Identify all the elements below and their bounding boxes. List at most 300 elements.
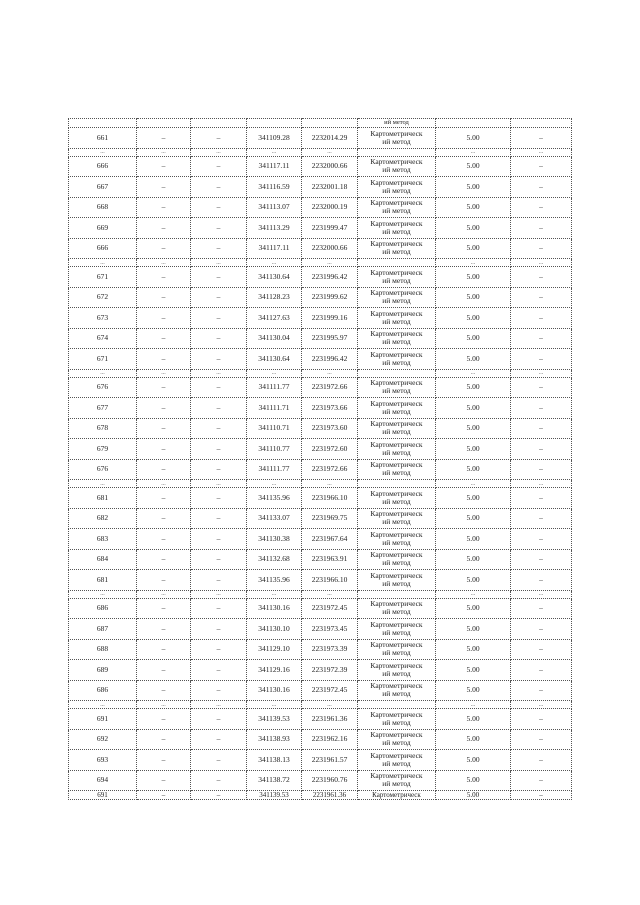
gap-cell: ...	[511, 259, 572, 267]
gap-cell: ...	[511, 480, 572, 488]
accuracy-cell: 5.00	[436, 156, 511, 177]
x-coordinate-cell: 341130.16	[247, 680, 302, 701]
col3-cell: –	[191, 349, 247, 370]
gap-cell: ...	[302, 259, 358, 267]
table-row	[69, 529, 572, 550]
point-number-cell: 676	[69, 377, 137, 398]
method-line-1: Картометрическ	[370, 218, 423, 228]
col8-cell: –	[511, 308, 572, 329]
method-cell	[358, 267, 436, 288]
method-line-1: Картометрическ	[370, 529, 423, 539]
y-coordinate-cell: 2232014.29	[302, 128, 358, 149]
gap-cell: ...	[511, 369, 572, 377]
method-line-2: ий метод	[382, 468, 411, 478]
gap-cell: ...	[191, 259, 247, 267]
method-line-1: Картометрическ	[370, 771, 423, 781]
method-line-1: Картометрическ	[370, 308, 423, 318]
table-row	[69, 729, 572, 750]
method-cell	[358, 128, 436, 149]
col3-cell: –	[191, 218, 247, 239]
col2-cell: –	[137, 418, 191, 439]
col3-cell: –	[191, 598, 247, 619]
table-row	[69, 398, 572, 419]
x-coordinate-cell: 341130.10	[247, 619, 302, 640]
point-number-cell: 687	[69, 619, 137, 640]
method-line-2: ий метод	[382, 627, 411, 637]
x-coordinate-cell: 341130.38	[247, 529, 302, 550]
method-line-1: Картометрическ	[370, 267, 423, 277]
point-number-cell: 674	[69, 328, 137, 349]
gap-cell: ...	[436, 480, 511, 488]
table-row	[69, 197, 572, 218]
method-cell	[358, 488, 436, 509]
accuracy-cell: 5.00	[436, 598, 511, 619]
col3-cell: –	[191, 398, 247, 419]
col3-cell: –	[191, 128, 247, 149]
table-row-gap	[69, 480, 572, 488]
col8-cell: –	[511, 729, 572, 750]
col2-cell: –	[137, 709, 191, 730]
point-number-cell: 684	[69, 549, 137, 570]
col2-cell: –	[137, 377, 191, 398]
x-coordinate-cell: 341135.96	[247, 488, 302, 509]
col3-cell: –	[191, 660, 247, 681]
accuracy-cell: 5.00	[436, 197, 511, 218]
col8-cell: –	[511, 680, 572, 701]
table-row	[69, 549, 572, 570]
table-row	[69, 308, 572, 329]
col3-cell: –	[191, 156, 247, 177]
accuracy-cell: 5.00	[436, 639, 511, 660]
table-row	[69, 488, 572, 509]
method-line-1: Картометрическ	[370, 288, 423, 298]
table-row	[69, 709, 572, 730]
x-coordinate-cell: 341129.16	[247, 660, 302, 681]
method-line-2: ий метод	[382, 607, 411, 617]
col8-cell: –	[511, 238, 572, 259]
col3-cell: –	[191, 418, 247, 439]
method-line-2: ий метод	[382, 185, 411, 195]
y-coordinate-cell: 2231961.36	[302, 709, 358, 730]
method-line-1: Картометрическ	[370, 439, 423, 449]
col2-cell: –	[137, 218, 191, 239]
gap-cell: ...	[191, 148, 247, 156]
method-line-1: Картометрическ	[370, 570, 423, 580]
method-line-2: ий метод	[382, 447, 411, 457]
accuracy-cell: 5.00	[436, 680, 511, 701]
gap-cell: ...	[69, 590, 137, 598]
col8-cell: –	[511, 709, 572, 730]
col2-cell: –	[137, 549, 191, 570]
col2-cell: –	[137, 459, 191, 480]
x-coordinate-cell: 341138.13	[247, 750, 302, 771]
method-line-1: Картометрическ	[370, 128, 423, 138]
method-cell	[358, 529, 436, 550]
gap-cell: ...	[302, 590, 358, 598]
col8-cell: –	[511, 197, 572, 218]
x-coordinate-cell: 341111.77	[247, 377, 302, 398]
col8-cell: –	[511, 639, 572, 660]
accuracy-cell: 5.00	[436, 349, 511, 370]
col8-cell: –	[511, 488, 572, 509]
point-number-cell: 666	[69, 156, 137, 177]
y-coordinate-cell: 2232000.66	[302, 238, 358, 259]
accuracy-cell: 5.00	[436, 770, 511, 791]
gap-cell: ...	[247, 369, 302, 377]
method-cell	[358, 308, 436, 329]
col8-cell: –	[511, 177, 572, 198]
method-line-1: Картометрическ	[370, 640, 423, 650]
col2-cell: –	[137, 750, 191, 771]
method-line-2: ий метод	[382, 357, 411, 367]
gap-cell: ...	[511, 148, 572, 156]
point-number-cell: 676	[69, 459, 137, 480]
method-cell	[358, 177, 436, 198]
accuracy-cell: 5.00	[436, 398, 511, 419]
col2-cell: –	[137, 570, 191, 591]
accuracy-cell: 5.00	[436, 508, 511, 529]
method-line-2: ий метод	[382, 337, 411, 347]
x-coordinate-cell: 341110.77	[247, 439, 302, 460]
x-coordinate-cell: 341113.29	[247, 218, 302, 239]
col8-cell: –	[511, 377, 572, 398]
point-number-cell: 677	[69, 398, 137, 419]
x-coordinate-cell: 341130.64	[247, 349, 302, 370]
col8-cell: –	[511, 218, 572, 239]
col3-cell: –	[191, 197, 247, 218]
gap-cell: ...	[137, 148, 191, 156]
gap-cell	[358, 701, 436, 709]
table-row	[69, 156, 572, 177]
method-line-2: ий метод	[382, 427, 411, 437]
method-line-1: Картометрическ	[370, 460, 423, 470]
point-number-cell: 682	[69, 508, 137, 529]
method-cell	[358, 377, 436, 398]
col2-cell: –	[137, 619, 191, 640]
y-coordinate-cell: 2231972.66	[302, 459, 358, 480]
table-row-gap	[69, 259, 572, 267]
col8-cell: –	[511, 791, 572, 800]
x-coordinate-cell: 341130.16	[247, 598, 302, 619]
col8-cell: –	[511, 267, 572, 288]
method-line-1: Картометрическ	[370, 509, 423, 519]
point-number-cell: 692	[69, 729, 137, 750]
table-row	[69, 570, 572, 591]
col8-cell: –	[511, 598, 572, 619]
method-line-2: ий метод	[382, 247, 411, 257]
gap-cell: ...	[436, 590, 511, 598]
table-row	[69, 750, 572, 771]
point-number-cell: 661	[69, 128, 137, 149]
col2-cell: –	[137, 287, 191, 308]
method-cell	[358, 549, 436, 570]
col2-cell: –	[137, 529, 191, 550]
y-coordinate-cell: 2231995.97	[302, 328, 358, 349]
method-line-2: ий метод	[382, 316, 411, 326]
x-coordinate-cell: 341111.77	[247, 459, 302, 480]
y-coordinate-cell: 2232001.18	[302, 177, 358, 198]
method-line-2: ий метод	[382, 648, 411, 658]
col8-cell: –	[511, 459, 572, 480]
point-number-cell: 689	[69, 660, 137, 681]
gap-cell: ...	[302, 148, 358, 156]
col8-cell: –	[511, 287, 572, 308]
table-row	[69, 619, 572, 640]
point-number-cell: 691	[69, 791, 137, 800]
col2-cell: –	[137, 197, 191, 218]
gap-cell: ...	[69, 148, 137, 156]
col2-cell: –	[137, 639, 191, 660]
method-line-2: ий метод	[382, 537, 411, 547]
method-cell	[358, 349, 436, 370]
gap-cell: ...	[69, 259, 137, 267]
table-row	[69, 218, 572, 239]
accuracy-cell: 5.00	[436, 750, 511, 771]
table-row	[69, 328, 572, 349]
y-coordinate-cell: 2231963.91	[302, 549, 358, 570]
y-coordinate-cell: 2231999.16	[302, 308, 358, 329]
col3-cell: –	[191, 619, 247, 640]
point-number-cell: 681	[69, 488, 137, 509]
col3-cell: –	[191, 287, 247, 308]
y-coordinate-cell: 2231973.39	[302, 639, 358, 660]
x-coordinate-cell: 341127.63	[247, 308, 302, 329]
col3-cell: –	[191, 680, 247, 701]
table-row	[69, 238, 572, 259]
y-coordinate-cell: 2231973.60	[302, 418, 358, 439]
table-row	[69, 128, 572, 149]
point-number-cell: 686	[69, 598, 137, 619]
method-line-2: ий метод	[382, 386, 411, 396]
accuracy-cell: 5.00	[436, 418, 511, 439]
point-number-cell: 671	[69, 349, 137, 370]
col8-cell: –	[511, 750, 572, 771]
gap-cell: ...	[137, 701, 191, 709]
col3-cell: –	[191, 439, 247, 460]
method-line-2: ий метод	[382, 296, 411, 306]
gap-cell: ...	[69, 701, 137, 709]
method-line-2: ий метод	[382, 717, 411, 727]
method-line-2: ий метод	[382, 668, 411, 678]
method-line-1: Картометрическ	[370, 550, 423, 560]
col8-cell: –	[511, 619, 572, 640]
col3-cell: –	[191, 508, 247, 529]
method-cell	[358, 680, 436, 701]
method-line-1: Картометрическ	[370, 750, 423, 760]
gap-cell: ...	[191, 369, 247, 377]
method-cell	[358, 238, 436, 259]
method-line-1: Картометрическ	[370, 419, 423, 429]
x-coordinate-cell: 341133.07	[247, 508, 302, 529]
y-coordinate-cell: 2231972.66	[302, 377, 358, 398]
method-cell: ий метод	[358, 119, 436, 128]
accuracy-cell: 5.00	[436, 377, 511, 398]
coordinates-table	[68, 118, 572, 800]
col3-cell: –	[191, 328, 247, 349]
col2-cell: –	[137, 680, 191, 701]
accuracy-cell: 5.00	[436, 328, 511, 349]
gap-cell	[358, 148, 436, 156]
accuracy-cell: 5.00	[436, 488, 511, 509]
gap-cell: ...	[69, 480, 137, 488]
method-line-1: Картометрическ	[370, 730, 423, 740]
col8-cell: –	[511, 398, 572, 419]
gap-cell: ...	[511, 590, 572, 598]
col3-cell: –	[191, 238, 247, 259]
table-row	[69, 598, 572, 619]
y-coordinate-cell: 2231973.45	[302, 619, 358, 640]
x-coordinate-cell: 341116.59	[247, 177, 302, 198]
method-line-1: Картометрическ	[370, 681, 423, 691]
method-line-1: Картометрическ	[370, 398, 423, 408]
col8-cell: –	[511, 439, 572, 460]
y-coordinate-cell: 2231960.76	[302, 770, 358, 791]
table-row	[69, 377, 572, 398]
method-line-2: ий метод	[382, 275, 411, 285]
col3-cell: –	[191, 570, 247, 591]
col8-cell: –	[511, 328, 572, 349]
gap-cell: ...	[137, 480, 191, 488]
col2-cell: –	[137, 349, 191, 370]
gap-cell: ...	[247, 148, 302, 156]
method-cell	[358, 750, 436, 771]
col3-cell: –	[191, 709, 247, 730]
col2-cell: –	[137, 770, 191, 791]
method-cell	[358, 398, 436, 419]
col3-cell: –	[191, 529, 247, 550]
gap-cell	[358, 259, 436, 267]
method-line-1: Картометрическ	[370, 599, 423, 609]
col3-cell: –	[191, 459, 247, 480]
gap-cell: ...	[302, 369, 358, 377]
x-coordinate-cell: 341111.71	[247, 398, 302, 419]
point-number-cell: 679	[69, 439, 137, 460]
x-coordinate-cell: 341138.72	[247, 770, 302, 791]
gap-cell: ...	[69, 369, 137, 377]
method-line-1: Картометрическ	[370, 660, 423, 670]
gap-cell: ...	[247, 259, 302, 267]
table-row-gap	[69, 701, 572, 709]
table-row	[69, 508, 572, 529]
method-cell	[358, 156, 436, 177]
accuracy-cell: 5.00	[436, 529, 511, 550]
col3-cell: –	[191, 177, 247, 198]
y-coordinate-cell: 2231999.62	[302, 287, 358, 308]
y-coordinate-cell: 2231966.10	[302, 488, 358, 509]
gap-cell	[358, 590, 436, 598]
x-coordinate-cell: 341130.64	[247, 267, 302, 288]
accuracy-cell: 5.00	[436, 459, 511, 480]
gap-cell	[358, 369, 436, 377]
x-coordinate-cell: 341117.11	[247, 156, 302, 177]
method-cell	[358, 459, 436, 480]
col3-cell: –	[191, 750, 247, 771]
accuracy-cell: 5.00	[436, 218, 511, 239]
accuracy-cell: 5.00	[436, 570, 511, 591]
method-line-1: Картометрическ	[370, 239, 423, 249]
method-cell	[358, 619, 436, 640]
method-line-1: Картометрическ	[370, 177, 423, 187]
col3-cell: –	[191, 729, 247, 750]
method-line-2: ий метод	[382, 779, 411, 789]
method-cell	[358, 598, 436, 619]
method-line-1: Картометрическ	[370, 488, 423, 498]
point-number-cell: 668	[69, 197, 137, 218]
x-coordinate-cell: 341132.68	[247, 549, 302, 570]
accuracy-cell: 5.00	[436, 619, 511, 640]
gap-cell: ...	[436, 259, 511, 267]
x-coordinate-cell: 341109.28	[247, 128, 302, 149]
table-row	[69, 439, 572, 460]
y-coordinate-cell: 2231972.60	[302, 439, 358, 460]
accuracy-cell: 5.00	[436, 128, 511, 149]
method-cell	[358, 709, 436, 730]
point-number-cell: 694	[69, 770, 137, 791]
gap-cell: ...	[436, 369, 511, 377]
y-coordinate-cell: 2231966.10	[302, 570, 358, 591]
gap-cell: ...	[191, 701, 247, 709]
method-line-2: ий метод	[382, 406, 411, 416]
method-cell	[358, 660, 436, 681]
gap-cell: ...	[137, 590, 191, 598]
point-number-cell: 667	[69, 177, 137, 198]
method-cell	[358, 791, 436, 800]
gap-cell: ...	[511, 701, 572, 709]
col2-cell: –	[137, 156, 191, 177]
gap-cell: ...	[191, 480, 247, 488]
method-cell	[358, 287, 436, 308]
x-coordinate-cell: 341135.96	[247, 570, 302, 591]
y-coordinate-cell: 2232000.19	[302, 197, 358, 218]
col8-cell: –	[511, 508, 572, 529]
y-coordinate-cell: 2231961.57	[302, 750, 358, 771]
table-row	[69, 267, 572, 288]
y-coordinate-cell: 2231973.66	[302, 398, 358, 419]
gap-cell: ...	[247, 590, 302, 598]
method-line-1: Картометрическ	[372, 791, 421, 799]
y-coordinate-cell: 2231972.39	[302, 660, 358, 681]
y-coordinate-cell: 2231967.64	[302, 529, 358, 550]
col2-cell: –	[137, 598, 191, 619]
point-number-cell: 683	[69, 529, 137, 550]
accuracy-cell: 5.00	[436, 660, 511, 681]
table-row	[69, 680, 572, 701]
col3-cell: –	[191, 377, 247, 398]
gap-cell: ...	[436, 701, 511, 709]
col2-cell: –	[137, 398, 191, 419]
gap-cell: ...	[247, 701, 302, 709]
col8-cell: –	[511, 660, 572, 681]
method-line-2: ий метод	[382, 758, 411, 768]
y-coordinate-cell: 2231961.36	[302, 791, 358, 800]
method-line-1: Картометрическ	[370, 619, 423, 629]
method-cell	[358, 570, 436, 591]
col2-cell: –	[137, 267, 191, 288]
x-coordinate-cell: 341128.23	[247, 287, 302, 308]
y-coordinate-cell: 2231972.45	[302, 598, 358, 619]
col8-cell: –	[511, 529, 572, 550]
table-row	[69, 660, 572, 681]
table-row-gap	[69, 590, 572, 598]
accuracy-cell: 5.00	[436, 287, 511, 308]
col8-cell: –	[511, 570, 572, 591]
point-number-cell: 688	[69, 639, 137, 660]
table-row	[69, 349, 572, 370]
point-number-cell: 686	[69, 680, 137, 701]
table-row	[69, 639, 572, 660]
col8-cell: –	[511, 549, 572, 570]
point-number-cell: 681	[69, 570, 137, 591]
